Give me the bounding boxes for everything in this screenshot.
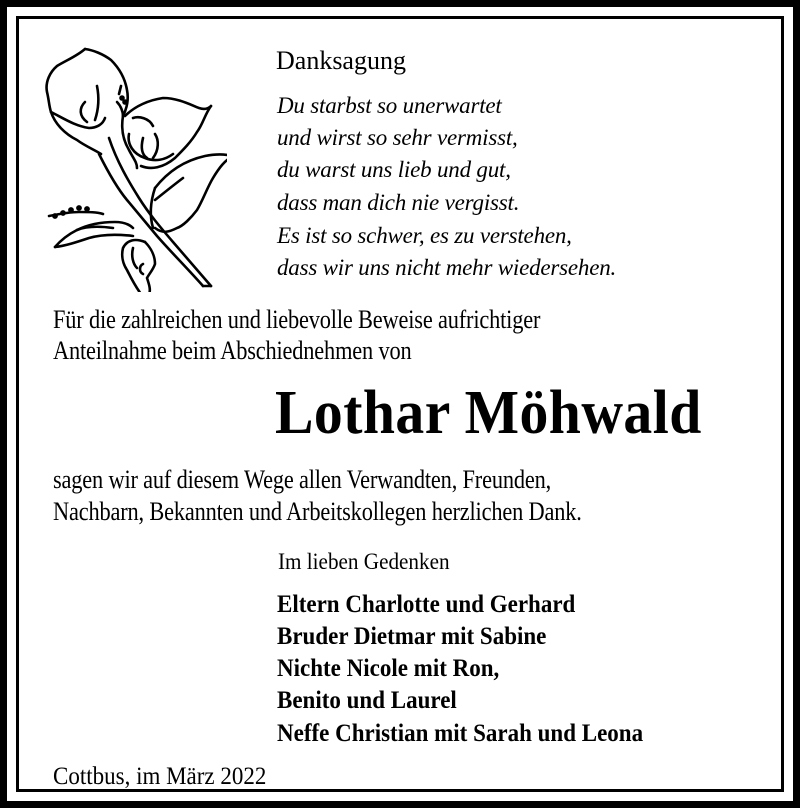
heading-danksagung: Danksagung (276, 46, 406, 75)
calla-lily-flower-icon (37, 42, 227, 292)
thanks-line: Nachbarn, Bekannten und Arbeitskollegen herzlichen Dank. (53, 497, 582, 526)
family-line: Benito und Laurel (277, 687, 457, 714)
deceased-name: Lothar Möhwald (275, 379, 702, 447)
poem-line: dass wir uns nicht mehr wiedersehen. (277, 255, 617, 280)
thanks-line: sagen wir auf diesem Wege allen Verwandten, Freunden, (53, 465, 552, 494)
family-line: Eltern Charlotte und Gerhard (277, 591, 576, 618)
family-line: Nichte Nicole mit Ron, (277, 655, 500, 682)
intro-line: Anteilnahme beim Abschiednehmen von (53, 336, 412, 365)
family-line: Bruder Dietmar mit Sabine (277, 623, 547, 650)
place-date: Cottbus, im März 2022 (53, 763, 267, 790)
poem-line: dass man dich nie vergisst. (277, 190, 520, 215)
intro-line: Für die zahlreichen und liebevolle Beweise aufrichtiger (53, 305, 541, 334)
poem-line: und wirst so sehr vermisst, (277, 125, 518, 150)
poem-line: Es ist so schwer, es zu verstehen, (277, 223, 572, 248)
family-line: Neffe Christian mit Sarah und Leona (277, 720, 644, 747)
memory-label: Im lieben Gedenken (278, 549, 450, 574)
poem-line: du warst uns lieb und gut, (277, 157, 511, 182)
poem-line: Du starbst so unerwartet (277, 93, 502, 118)
